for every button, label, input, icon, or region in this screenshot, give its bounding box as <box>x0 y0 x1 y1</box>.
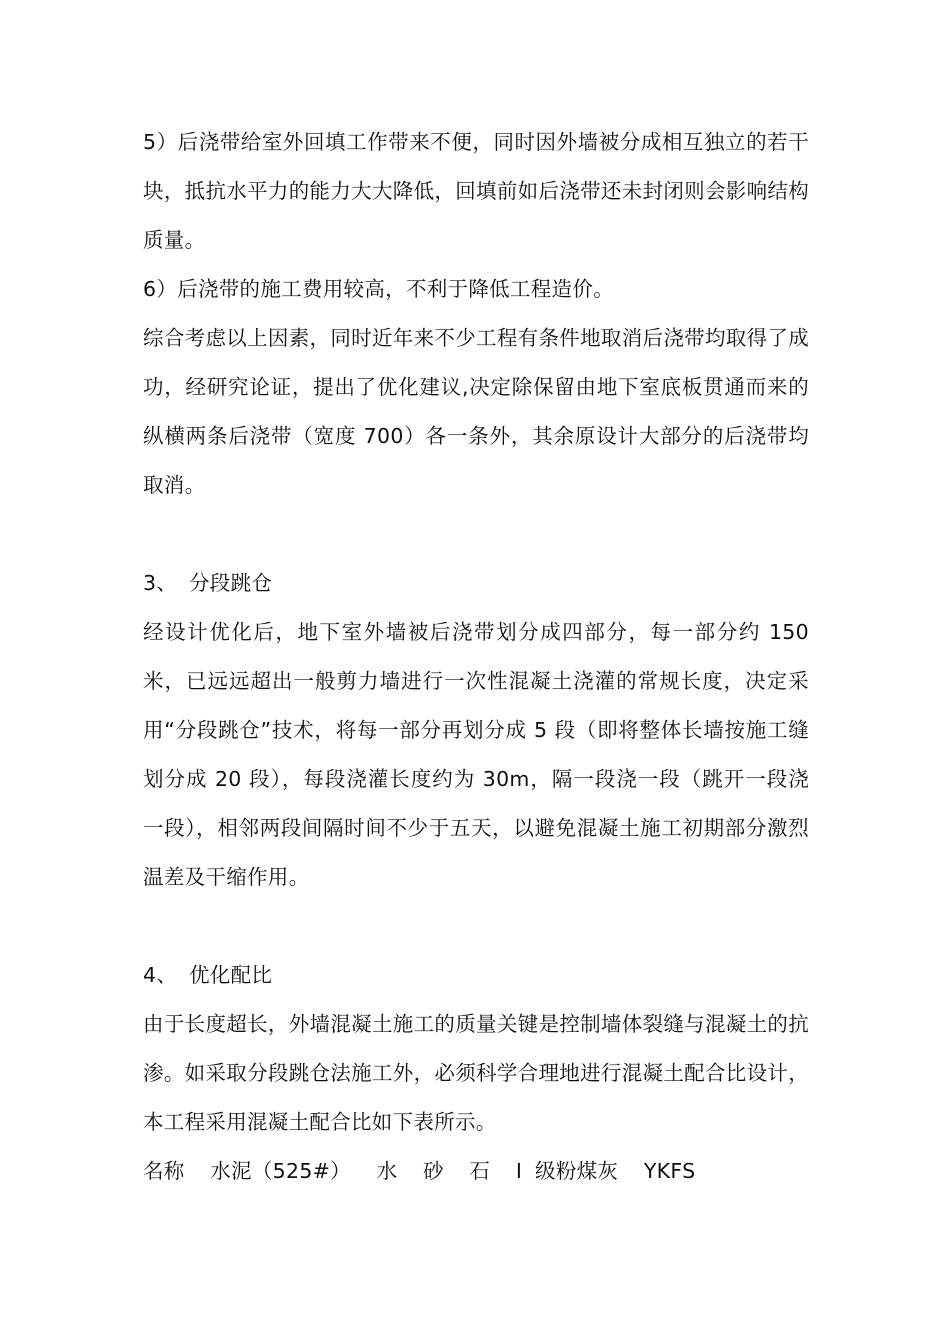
document-body <box>143 118 809 1196</box>
paragraph-item-5: 5）后浇带给室外回填工作带来不便，同时因外墙被分成相互独立的若干块，抵抗水平力的能力大大降低，回填前如后浇带还未封闭则会影响结构质量。 <box>143 130 809 252</box>
paragraph-item-6: 6）后浇带的施工费用较高，不利于降低工程造价。 <box>143 277 614 301</box>
paragraph-summary: 综合考虑以上因素，同时近年来不少工程有条件地取消后浇带均取得了成功，经研究论证，提出了优化建议,决定除保留由地下室底板贯通而来的纵横两条后浇带（宽度 700）各一条外，其余原设计大部分的后浇带均取消。 <box>143 326 809 497</box>
mix-ratio-table-header: 名称 水泥（525#） 水 砂 石 I 级粉煤灰 YKFS <box>143 1159 696 1183</box>
section-title-4: 优化配比 <box>189 963 273 987</box>
section-number-4: 4、 <box>143 963 178 987</box>
paragraph-section-4: 由于长度超长，外墙混凝土施工的质量关键是控制墙体裂缝与混凝土的抗渗。如采取分段跳仓法施工外，必须科学合理地进行混凝土配合比设计，本工程采用混凝土配合比如下表所示。 <box>143 1012 809 1134</box>
blank-line <box>143 902 809 951</box>
section-heading-4 <box>143 951 809 1000</box>
paragraph-section-3: 经设计优化后，地下室外墙被后浇带划分成四部分，每一部分约 150 米，已远远超出一般剪力墙进行一次性混凝土浇灌的常规长度，决定采用“分段跳仓”技术，将每一部分再划分成 5 段（即将整体长墙按施工缝划分成 20 段），每段浇灌长度约为 30m，隔一段浇一段（跳开一段浇一段），相邻两段间隔时间不少于五天，以避免混凝土施工初期部分激烈温差及干缩作用。 <box>143 620 809 889</box>
section-heading-3 <box>143 559 809 608</box>
blank-line <box>143 510 809 559</box>
section-number-3: 3、 <box>143 571 178 595</box>
section-title-3: 分段跳仓 <box>189 571 273 595</box>
